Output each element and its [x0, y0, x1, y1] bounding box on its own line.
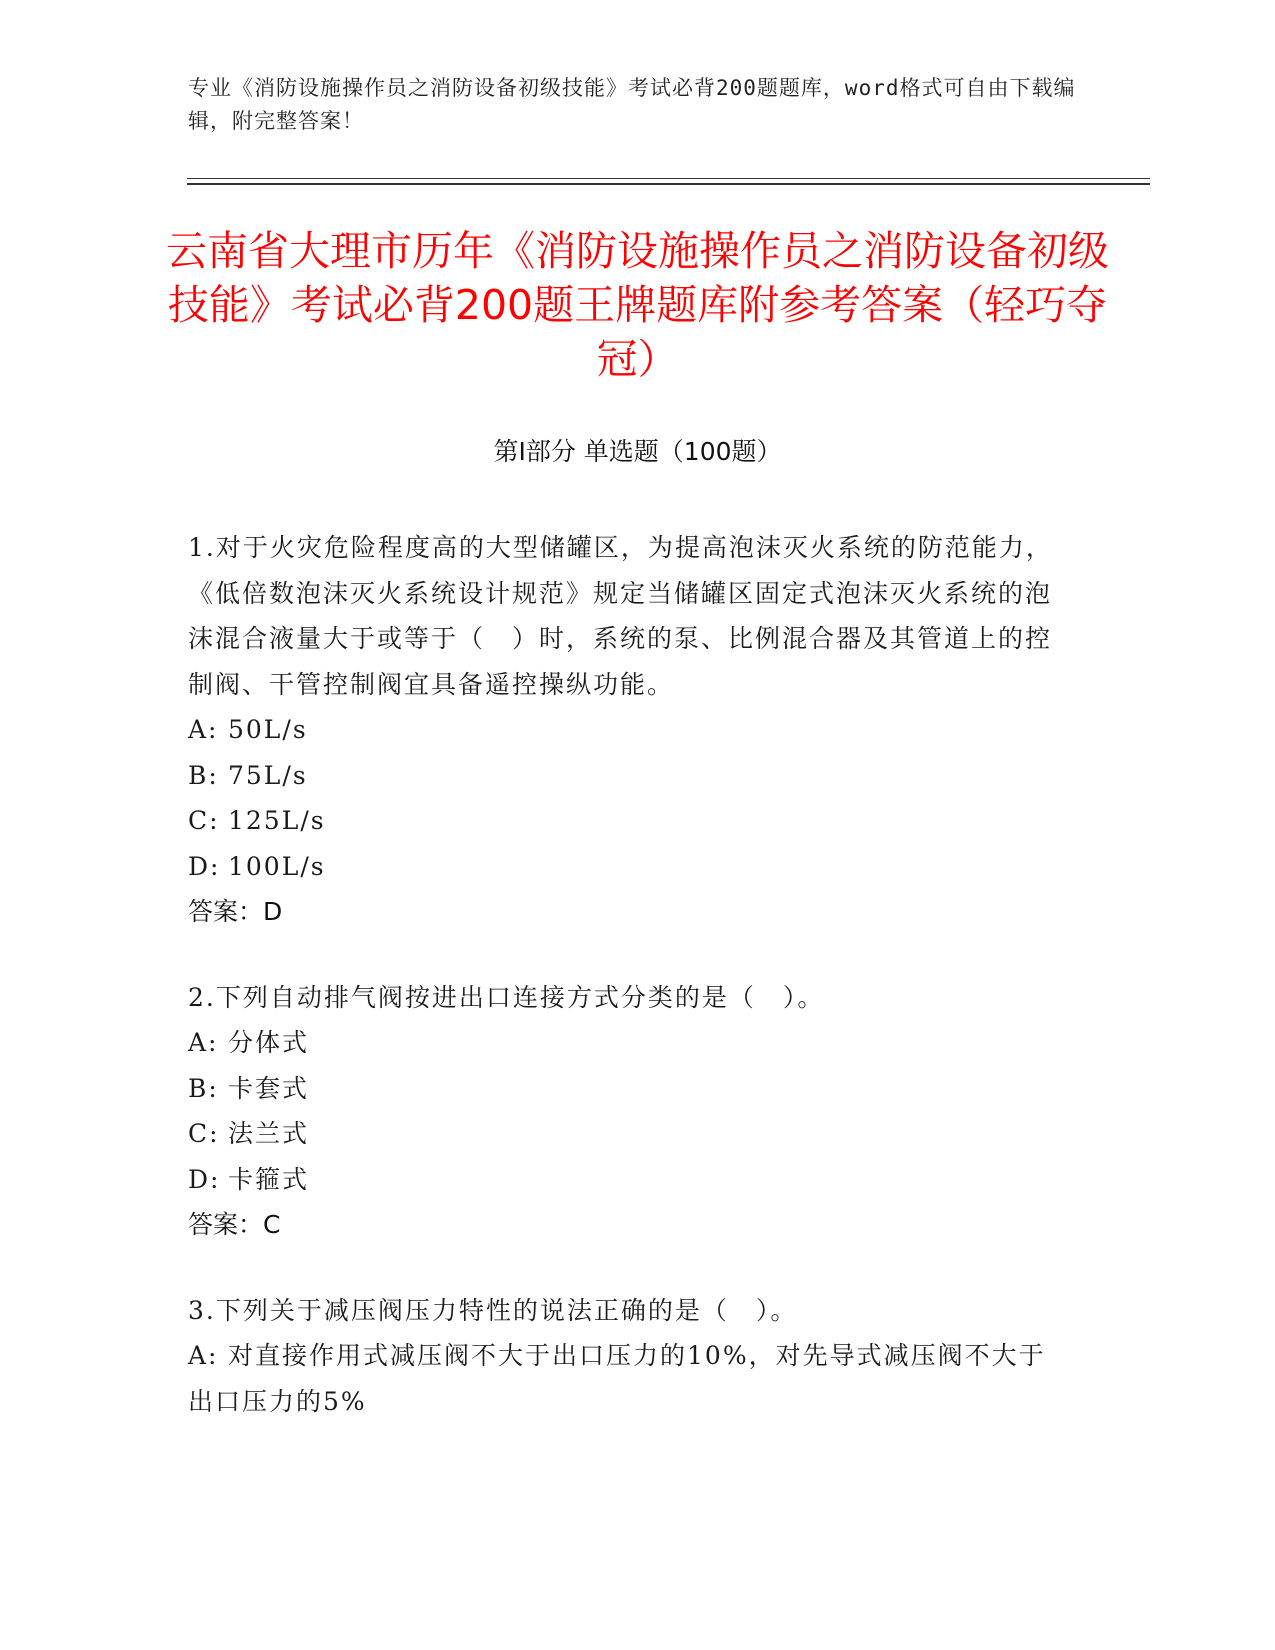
answer-label: 答案：D — [188, 897, 283, 926]
section-heading: 第I部分 单选题（100题） — [493, 437, 782, 466]
answer-label: 答案：C — [188, 1210, 281, 1239]
document-title: 云南省大理市历年《消防设施操作员之消防设备初级技能》考试必背200题王牌题库附参考答案（轻巧夺冠） — [166, 227, 1109, 383]
option-key: D: — [188, 851, 221, 881]
option-d — [188, 844, 1068, 890]
option-b — [188, 1066, 1068, 1112]
header-divider-thick — [187, 183, 1150, 185]
option-key: B: — [188, 760, 219, 790]
option-key: C: — [188, 1119, 220, 1148]
option-a — [188, 707, 1068, 753]
option-text: 对直接作用式减压阀不大于出口压力的10%，对先导式减压阀不大于出口压力的5% — [188, 1341, 1046, 1416]
header-divider-thin — [187, 178, 1150, 179]
question-stem: 2.下列自动排气阀按进出口连接方式分类的是（ ）。 — [188, 982, 825, 1012]
question-stem: 1.对于火灾危险程度高的大型储罐区，为提高泡沫灭火系统的防范能力，《低倍数泡沫灭火系统设计规范》规定当储罐区固定式泡沫灭火系统的泡沫混合液量大于或等于（ ）时，系统的泵、比例混合器及其管道上的控制阀、干管控制阀宜具备遥控操纵功能。 — [188, 533, 1053, 699]
option-a — [188, 1333, 1068, 1424]
option-text: 50L/s — [228, 715, 308, 744]
option-key: A: — [188, 1028, 219, 1057]
question-3 — [188, 1288, 1068, 1425]
option-key: A: — [188, 1341, 219, 1370]
question-stem: 3.下列关于减压阀压力特性的说法正确的是（ ）。 — [188, 1295, 798, 1325]
option-key: D: — [188, 1164, 221, 1194]
option-text: 125L/s — [228, 806, 326, 835]
option-text: 75L/s — [228, 760, 308, 790]
option-key: A: — [188, 715, 219, 744]
question-2 — [188, 975, 1068, 1248]
question-list — [188, 525, 1068, 1464]
option-key: B: — [188, 1073, 219, 1103]
option-text: 法兰式 — [228, 1119, 310, 1148]
option-text: 卡箍式 — [228, 1164, 310, 1194]
option-a — [188, 1020, 1068, 1066]
intro-text: 专业《消防设施操作员之消防设备初级技能》考试必背200题题库，word格式可自由下载编辑，附完整答案！ — [188, 76, 1076, 133]
option-c — [188, 798, 1068, 844]
option-text: 分体式 — [228, 1028, 310, 1057]
question-1 — [188, 525, 1068, 935]
option-text: 100L/s — [228, 851, 326, 881]
option-d — [188, 1157, 1068, 1203]
option-b — [188, 753, 1068, 799]
option-c — [188, 1111, 1068, 1157]
option-text: 卡套式 — [228, 1073, 310, 1103]
option-key: C: — [188, 806, 220, 835]
